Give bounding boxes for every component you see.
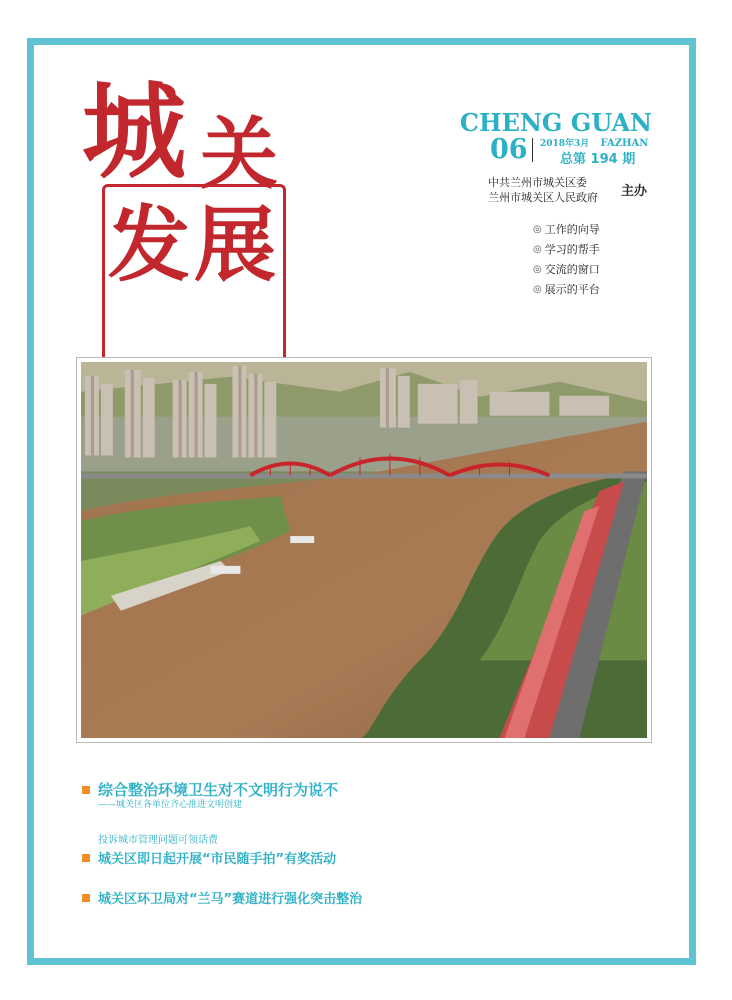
sponsor-line-1: 中共兰州市城关区委: [488, 176, 587, 189]
issue-divider: [532, 138, 533, 162]
motto-list: [533, 219, 600, 299]
headline-3[interactable]: [82, 887, 362, 907]
headline-1-text: 综合整治环境卫生对不文明行为说不: [98, 781, 339, 799]
bullet-square-icon: [82, 894, 90, 902]
bullet-icon: ◎: [533, 243, 542, 255]
bullet-icon: ◎: [533, 283, 542, 295]
headline-3-text: 城关区环卫局对“兰马”赛道进行强化突击整治: [98, 892, 363, 907]
logo-char-zhan: 展: [194, 197, 277, 293]
masthead: [452, 108, 652, 137]
issue-info: [490, 134, 655, 167]
sponsor-role: 主办: [621, 184, 648, 199]
motto-item: [533, 279, 600, 299]
issue-date: 2018年3月: [540, 139, 590, 149]
bullet-icon: ◎: [533, 223, 542, 235]
headline-2-text: 城关区即日起开展“市民随手拍”有奖活动: [98, 852, 337, 867]
motto-text: 展示的平台: [544, 283, 600, 296]
aerial-river-city-photo: [81, 362, 647, 738]
fazhan-label: FAZHAN: [600, 138, 649, 149]
bullet-square-icon: [82, 854, 90, 862]
sponsor-block: [488, 174, 663, 206]
bullet-icon: ◎: [533, 263, 542, 275]
cover-photo: [76, 357, 652, 743]
motto-text: 学习的帮手: [544, 243, 600, 256]
logo-char-guan: 关: [200, 109, 279, 200]
motto-item: [533, 219, 600, 239]
logo-char-cheng: 城: [82, 70, 187, 193]
headline-1-subtitle: ——城关区各单位齐心推进文明创建: [98, 800, 243, 810]
motto-text: 工作的向导: [544, 223, 600, 236]
motto-item: [533, 259, 600, 279]
bullet-square-icon: [82, 786, 90, 794]
headline-2[interactable]: [82, 847, 336, 867]
masthead-title: CHENG GUAN: [459, 108, 652, 137]
motto-item: [533, 239, 600, 259]
issue-number: 06: [490, 134, 528, 165]
logo-char-fa: 发: [108, 197, 191, 293]
magazine-logo: [82, 70, 287, 295]
total-issue: 总第 194 期: [560, 152, 636, 167]
sponsor-line-2: 兰州市城关区人民政府: [488, 191, 598, 204]
motto-text: 交流的窗口: [544, 263, 600, 276]
headline-2-kicker: 投诉城市管理问题可领话费: [98, 835, 218, 846]
